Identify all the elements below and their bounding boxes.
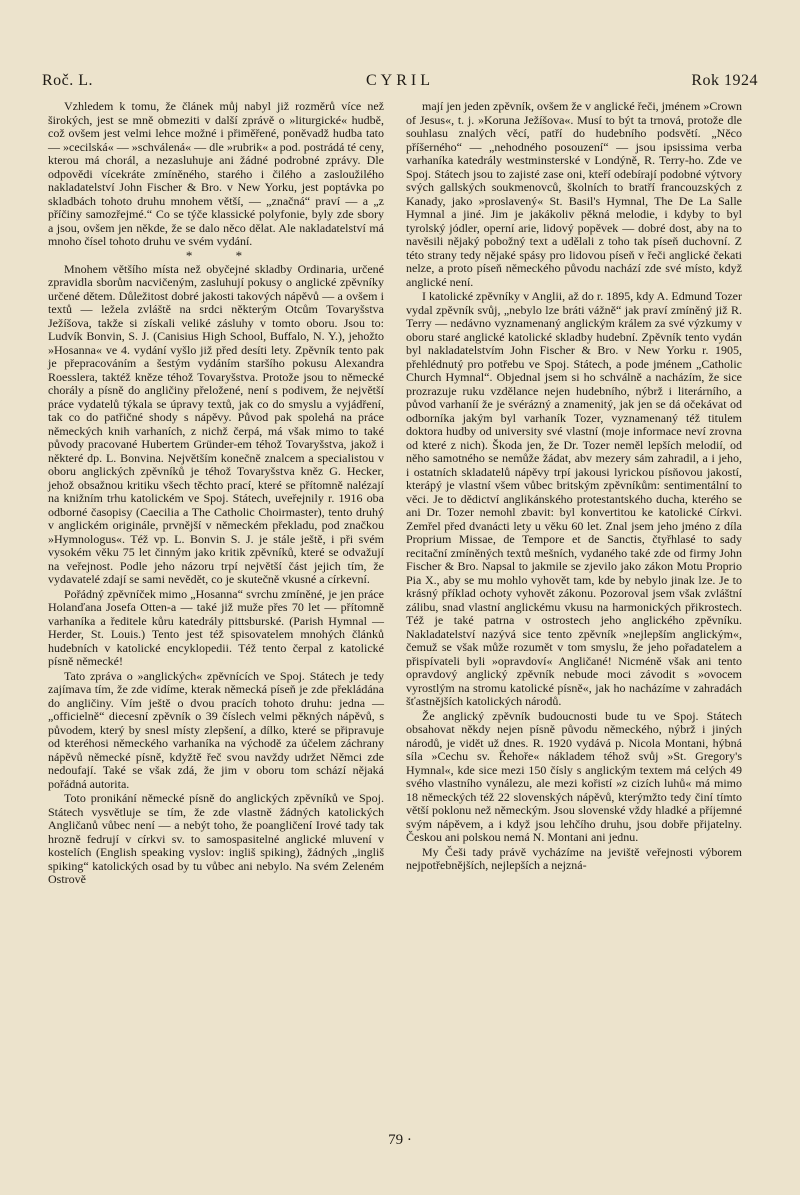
- paragraph: Že anglický zpěvník budoucnosti bude tu ve Spoj. Státech obsahovat někdy nejen písně původu německého, nýbrž i jiných národů, je vidět už dnes. R. 1920 vydává p. Nicola Montani, hýbná síla »Cechu sv. Řehoře« nákladem téhož svůj »St. Gregory's Hymnal«, kde sice mezi 150 čísly s anglickým textem má celých 49 svého vlastního vynálezu, ale mezi kořistí »z cizích luhů« má mimo 18 německých též 22 slovenských nápěvů, kterýmžto tedy činí tímto větší poklonu než německým. Jsou slovenské vždy hladké a příjemné svým nápěvem, a i když jsou lehčího druhu, jsou dobře přijatelny. Českou ani polskou nemá N. Montani ani jednu.: [406, 708, 742, 844]
- paragraph: Mnohem většího místa než obyčejné skladby Ordinaria, určené zpravidla sborům nacvičeným, zasluhují pokusy o anglické zpěvníky určené dětem. Důležitost dobré jakosti takových nápěvů — a ovšem i textů — ležela zvláště na srdci některým Otcům Tovaryšstva Ježíšova, takže si získali veliké zásluhy v tomto oboru. Jsou to: Ludvík Bonvin, S. J. (Canisius High School, Buffalo, N. Y.), jehožto »Hosanna« ve 4. vydání vyšlo již před desíti lety. Zpěvník tento pak je přepracováním a šestým vydáním staršího pokusu Alexandra Roesslera, taktéž kněze téhož Tovaryšstva. Protože jsou to německé chorály a písně do angličiny přeložené, není s podivem, že největší práce vydatelů týkala se úpravy textů, jak co do smyslu a vyjádření, tak co do patřičné shody s nápěvy. Původ pak spolehá na práce německých knih varhaních, z nichž čerpá, má však mimo to také původy pracované Hubertem Gründer-em téhož Tovaryšstva, jakož i některé dp. L. Bonvina. Největším konečně znalcem a specialistou v oboru anglických zpěvníků je téhož Tovaryšstva kněz G. Hecker, jehož obsažnou kritiku všech těchto prací, které se přítomně nalézají na knižním trhu katolickém ve Spoj. Státech, uveřejnily r. 1916 oba odborné časopisy (Caecilia a The Catholic Choirmaster), tento druhý v anglickém originále, prvnější v německém překladu, pod značkou »Hymnologus«. Též vp. L. Bonvin S. J. je stále ještě, i při svém vysokém věku 75 let činným jako kritik zpěvníků, které se odvažují na veřejnost. Podle jeho názoru trpí největší část jejich tím, že vydavatelé zdají se sami nevědět, co je skutečně vkusné a církevní.: [48, 261, 384, 586]
- paragraph: Toto pronikání německé písně do anglických zpěvníků ve Spoj. Státech vysvětluje se tím, že zde vlastně žádných katolických Angličanů vůbec není — a nebýt toho, že poangličení Irové tady tak hrozně fedrují v církvi sv. to samospasitelné anglické mluvení v kostelích (English speaking vyslov: ingliš spiking), žádných „ingliš spiking“ katolických osad by tu vůbec ani nebylo. Na svém Zeleném Ostrově: [48, 791, 384, 886]
- paragraph: Pořádný zpěvníček mimo „Hosanna“ svrchu zmíněné, je jen práce Holanďana Josefa Otten-a — také již muže přes 70 let — přítomně varhaníka a ředitele kůru katedrály pittsburské. (Parish Hymnal — Herder, St. Louis.) Tento jest též spisovatelem mnohých článků hudebních v katolické encyklopedii. Též tento čerpal z katolické písně německé!: [48, 586, 384, 668]
- year-label: Rok 1924: [691, 72, 758, 89]
- paragraph: mají jen jeden zpěvník, ovšem že v anglické řeči, jménem »Crown of Jesus«, t. j. »Koruna Ježíšova«. Musí to být ta trnová, protože dle souhlasu znalých věcí, patří do hudebního podsvětí. „Něco příšerného“ — „nehodného posouzení“ — jsou ipsissima verba varhaníka katedrály westminsterské v Londýně, R. Terry-ho. Zde ve Spoj. Státech jsou to zajisté zase oni, kteří odebírají podobné výtvory svých gallských soukmenovců, školních to bratří francouzských z Kanady, jako »proslavený« St. Basil's Hymnal, The De La Salle Hymnal a jiné. Jim je jakákoliv pěkná melodie, i kdyby to byl tyrolský jódler, operní arie, lidový popěvek — dobré dost, aby na to navěsili nějaký pobožný text a udělali z toho tak píseň duchovní. Z této strany tedy nějaké spásy pro lidovou píseň v řeči anglické čekati nelze, a proto píseň německého původu nachází zde své místo, když anglické není.: [406, 99, 742, 289]
- paragraph: I katolické zpěvníky v Anglii, až do r. 1895, kdy A. Edmund Tozer vydal zpěvník svůj, „nebylo lze bráti vážně“ jak praví zmíněný již R. Terry — nedávno vyznamenaný anglickým králem za své výzkumy v oboru staré anglické katolické skladby hudební. Zpěvník tento vydán byl nakladatelstvím John Fischer & Bro. v New Yorku r. 1905, přehlédnutý pro potřebu ve Spoj. Státech, a pode jménem „Catholic Church Hymnal“. Objednal jsem si ho schválně a nacházím, že sice prozrazuje ruku vzdělance nejen hudebního, nýbrž i literárního, a původ varhaníí že je svérázný a znamenitý, jak jen se dá očekávat od odborníka jakým byl varhaník Tozer, vyznamenaný též titulem doktora hudby od university své vlastní (moje informace neví zrovna od které z nich). Škoda jen, že Dr. Tozer neměl lepších melodií, od něho samotného se nemůže žádat, abv mezery sám zahradil, a i jeho, i ostatních skladatelů nápěvy trpí jakousi lyrickou písňovou jakostí, kterápý je vlastní všem vůbec britským zpěvníkům: sentimentální to věci. Je to dědictví anglikánského protestantského ducha, kterého se ani Dr. Tozer nemohl zbavit: byl konvertitou ke katolické Církvi. Zemřel před dvanácti lety u věku 60 let. Znal jsem jeho jméno z díla Proprium Missae, de Tempore et de Sanctis, čtyřhlasé to sady recitační zmíněných textů mešních, vydaného také zde od firmy John Fischer & Bro. Napsal to jakmile se zjevilo jako zákon Motu Proprio Pia X., aby se mu mohlo vyhovět tam, kde by nebylo jinak lze. Je to krásný příklad ochoty vyhovět zákonu. Pozoroval jsem však zvláštní zálibu, snad vlastní anglickému vkusu na harmonických přikrostech. Též je také patrna v ostrostech jeho anglického zpěvníku. Nakladatelství nazývá sice tento zpěvník »nejlepším anglickým«, čemuž se však může rozumět v tom smyslu, že jeho pořadatelem a přispívateli byli »opravdoví« Angličané! Nicméně však ani tento opravdový anglický zpěvník nebude moci závodit s »ovocem vyrostlým na stromu katolické písně«, jak ho nacházíme v zahradách šťastnějších katolických národů.: [406, 289, 742, 708]
- running-header: [42, 72, 758, 94]
- volume-label: Roč. L.: [42, 72, 94, 89]
- right-column: [406, 100, 742, 873]
- page-number: 79 ·: [388, 1132, 412, 1148]
- section-divider: * *: [185, 247, 263, 263]
- journal-title: CYRIL: [366, 72, 434, 89]
- paragraph: My Češi tady právě vycházíme na jeviště veřejnosti výborem nejpotřebnějších, nejlepších a nejzná-: [406, 844, 742, 872]
- paragraph: Tato zpráva o »anglických« zpěvnících ve Spoj. Státech je tedy zajímava tím, že zde vidíme, kterak německá píseň je zde překládána do angličiny. Vím ještě o dvou pracích tohoto druhu: jedna — „officielně“ diecesní zpěvník o 39 číslech velmi pěkných nápěvů, s původem, který by snesl místy zlepšení, a dílko, které se připravuje od kteréhosi německého varhaníka na východě za účelem záchrany nápěvů německé písně, kdyžtě řeč svou navždy udržet Němci zde nedoufají. Také se však zdá, že jim v oboru tom schází nějaká pořádná autorita.: [48, 668, 384, 791]
- left-column: [48, 100, 384, 887]
- paragraph: Vzhledem k tomu, že článek můj nabyl již rozměrů více než širokých, jest se mně obmeziti v další zprávě o »liturgické« hudbě, což ovšem jest velmi lehce možné i přiměřené, poněvadž hudba tato — »cecilská« — »schválená« — dle »rubrik« a pod. postrádá té ceny, kterou má chorál, a nezasluhuje ani žádné podrobné zprávy. Dle odpovědi vícekráte zmíněného, starého i čilého a zasloužilého nakladatelství John Fischer & Bro. v New Yorku, jest poptávka po skladbách tohoto druhu mnohem větší, — „značná“ praví — a „z příčiny samozřejmé.“ Co se týče klassické polyfonie, byly zde sbory a jsou, ovšem jen někde, že se dalo něco dělat. Ale nakladatelství má mnoho čísel tohoto druhu ve svém vydání.: [48, 99, 384, 248]
